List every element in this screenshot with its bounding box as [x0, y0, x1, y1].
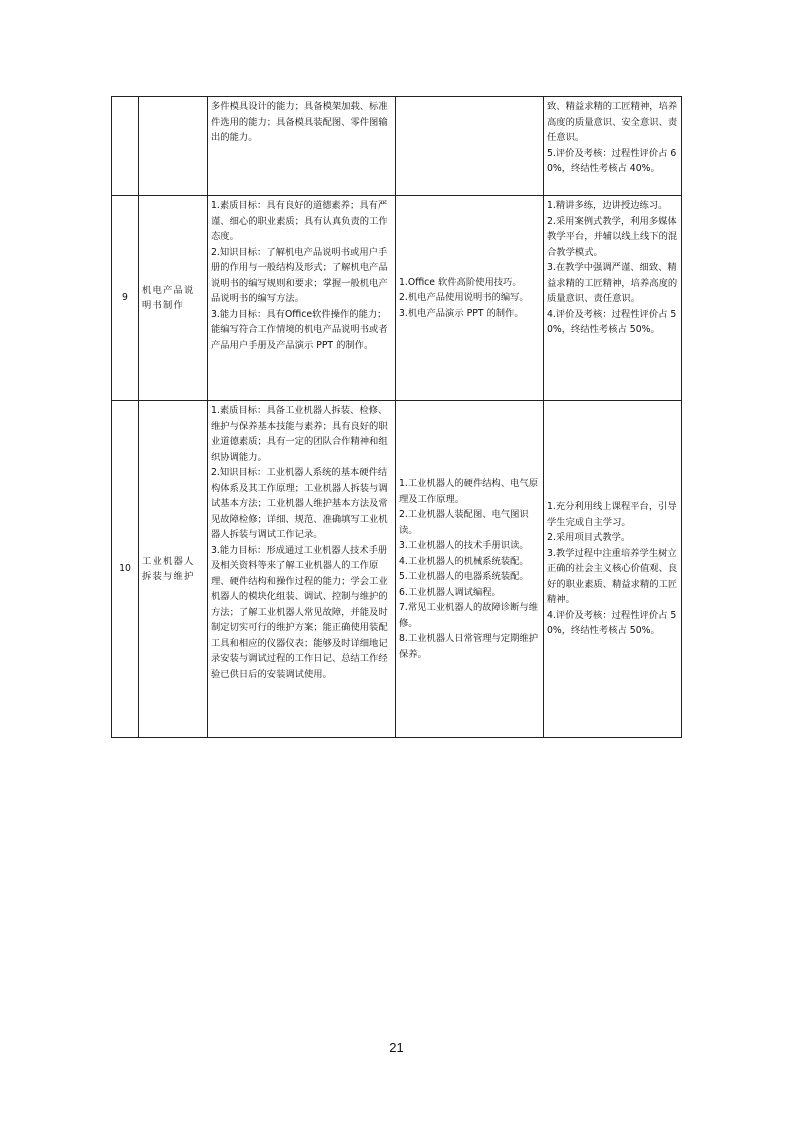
- content-line: 7.常见工业机器人的故障诊断与维修。: [399, 602, 539, 629]
- course-name: 工业机器人拆装与维护: [139, 401, 208, 738]
- teaching-line: 2.采用案例式教学，利用多媒体教学平台，并辅以线上线下的混合教学模式。: [547, 215, 678, 258]
- teaching-line: 1.精讲多练，边讲授边练习。: [547, 200, 668, 211]
- teaching-cell: [544, 97, 682, 196]
- goals-cell: [208, 97, 396, 196]
- goal-line: 2.知识目标：工业机器人系统的基本硬件结构体系及其工作原理；工业机器人拆装与调试基本方法；工业机器人维护基本方法及常见故障检修；详细、规范、准确填写工业机器人拆装与调试工作记录。: [211, 467, 388, 540]
- content-line: 6.工业机器人调试编程。: [399, 586, 501, 598]
- table-row: [112, 97, 682, 196]
- course-name: [139, 97, 208, 196]
- goal-line: 1.素质目标：具有良好的道德素养；具有严谨、细心的职业素质；具有认真负责的工作态度。: [211, 200, 388, 242]
- content-cell: [396, 196, 544, 401]
- content-line: 5.工业机器人的电器系统装配。: [399, 571, 529, 582]
- teaching-line: 1.充分利用线上课程平台，引导学生完成自主学习。: [547, 501, 677, 528]
- page-number: 21: [389, 1040, 404, 1055]
- row-number: 9: [112, 196, 139, 401]
- goal-line: 3.能力目标：具有Office软件操作的能力；能编写符合工作情境的机电产品说明书或者产品用户手册及产品演示 PPT 的制作。: [211, 308, 388, 351]
- teaching-cell: [544, 196, 682, 401]
- content-line: 3.工业机器人的技术手册识读。: [399, 540, 529, 551]
- goal-line: 多件模具设计的能力；具备模架加载、标准件选用的能力；具备模具装配图、零件图输出的能力。: [211, 101, 388, 143]
- teaching-line: 4.评价及考核：过程性评价占 50%，终结性考核占 50%。: [547, 308, 677, 335]
- content-line: 1.Office 软件高阶使用技巧。: [399, 276, 522, 288]
- teaching-line: 5.评价及考核：过程性评价占 60%，终结性考核占 40%。: [547, 147, 677, 174]
- teaching-cell: [544, 401, 682, 738]
- goal-line: 1.素质目标：具备工业机器人拆装、检修、维护与保养基本技能与素养；具有良好的职业道德素质；具有一定的团队合作精神和组织协调能力。: [211, 405, 388, 463]
- goal-line: 3.能力目标：形成通过工业机器人技术手册及相关资料等来了解工业机器人的工作原理、硬件结构和操作过程的能力；学会工业机器人的模块化组装、调试、控制与维护的方法；了解工业机器人常见故障，并能及时制定切实可行的维护方案；能正确使用装配工具和相应的仪器仪表；能够及时详细地记录安装与调试过程的工作日记、总结工作经验已供日后的安装调试使用。: [211, 544, 388, 680]
- teaching-line: 3.在教学中强调严谨、细致、精益求精的工匠精神，培养高度的质量意识、责任意识。: [547, 262, 678, 304]
- goals-cell: [208, 196, 396, 401]
- goals-cell: [208, 401, 396, 738]
- course-table: [111, 96, 682, 738]
- content-cell: [396, 97, 544, 196]
- content-line: 1.工业机器人的硬件结构、电气原理及工作原理。: [399, 478, 539, 505]
- course-name: 机电产品说明书制作: [139, 196, 208, 401]
- teaching-line: 致、精益求精的工匠精神，培养高度的质量意识、安全意识、责任意识。: [547, 101, 678, 143]
- table-row: [112, 196, 682, 401]
- goal-line: 2.知识目标：了解机电产品说明书或用户手册的作用与一般结构及形式；了解机电产品说明书的编写规则和要求；掌握一般机电产品说明书的编写方法。: [211, 246, 388, 304]
- teaching-line: 4.评价及考核：过程性评价占 50%，终结性考核占 50%。: [547, 609, 677, 637]
- content-line: 4.工业机器人的机械系统装配。: [399, 555, 529, 567]
- content-line: 2.工业机器人装配图、电气图识读。: [399, 509, 529, 536]
- content-line: 2.机电产品使用说明书的编写。: [399, 292, 529, 304]
- table-row: [112, 401, 682, 738]
- content-line: 8.工业机器人日常管理与定期维护保养。: [399, 633, 539, 660]
- content-cell: [396, 401, 544, 738]
- teaching-line: 3.教学过程中注重培养学生树立正确的社会主义核心价值观、良好的职业素质、精益求精的工匠精神。: [547, 547, 678, 606]
- teaching-line: 2.采用项目式教学。: [547, 532, 631, 544]
- content-line: 3.机电产品演示 PPT 的制作。: [399, 307, 524, 319]
- row-number: 10: [112, 401, 139, 738]
- row-number: [112, 97, 139, 196]
